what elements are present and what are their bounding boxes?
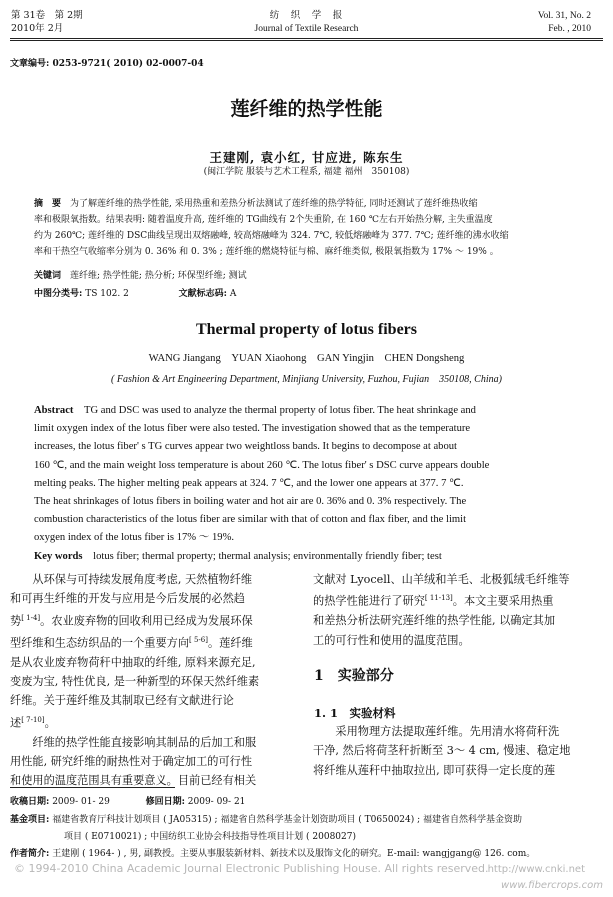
copyright-notice: © 1994-2010 China Academic Journal Electronic Publishing House. All rights reserved.: [14, 862, 489, 875]
keywords-en-label: Key words: [34, 550, 83, 562]
body-text: 。农业废弃物的回收利用已经成为发展环保: [40, 614, 253, 628]
abstract-en: [34, 402, 584, 566]
body-text: 从环保与可持续发展角度考虑, 天然植物纤维: [32, 573, 253, 586]
fund-label: 基金项目:: [10, 815, 50, 825]
header-journal-en: Journal of Textile Research: [254, 24, 359, 34]
body-text: 型纤维和生态纺织品的一个重要方向: [10, 636, 190, 650]
received-label: 收稿日期:: [10, 797, 50, 807]
clc-label: 中图分类号:: [34, 289, 83, 299]
body-text: 势: [10, 614, 22, 628]
citation: [ 7-10]: [21, 715, 45, 724]
abstract-cn-line: 约为 260℃; 莲纤维的 DSC曲线呈现出双熔融峰, 较高熔融峰为 324. 7℃, 较低熔融峰为 377. 7℃; 莲纤维的沸水收缩: [34, 231, 509, 241]
body-line: 工的可行性和使用的温度范围。: [313, 633, 470, 647]
affiliation-en: ( Fashion & Art Engineering Department, Minjiang University, Fuzhou, Fujian 350108, China): [111, 374, 502, 385]
footnote-author: [10, 846, 605, 862]
title-cn: 莲纤维的热学性能: [230, 98, 383, 120]
body-line: 干净, 然后将荷茎秆折断至 3～ 4 cm, 慢速、稳定地: [313, 744, 571, 758]
body-right-column: [313, 570, 605, 650]
header-date-cn: 2010年 2月: [11, 23, 64, 34]
body-left-column: [10, 570, 302, 790]
footnote-fund: [10, 812, 605, 828]
body-line: [10, 631, 302, 653]
body-text: 。本文主要采用热重: [452, 595, 554, 609]
header-volume-cn: 第 31卷 第 2期: [11, 10, 83, 21]
doc-code-value: A: [229, 289, 237, 299]
abstract-cn-line: 为了解莲纤维的热学性能, 采用热重和差热分析法测试了莲纤维的热学特征, 同时还测试了莲纤维热收缩: [70, 199, 478, 209]
abstract-en-line: limit oxygen index of the lotus fiber were also tested. The investigation showed that as the temperature: [34, 423, 471, 435]
abstract-en-line: TG and DSC was used to analyze the thermal property of lotus fiber. The heat shrinkage and: [84, 405, 476, 416]
body-line: 变废为宝, 特性优良, 是一种新型的环保天然纤维素: [10, 674, 260, 688]
body-line: 用性能, 研究纤维的耐热性对于确定加工的可行性: [10, 754, 253, 768]
author-bio-label: 作者简介:: [10, 849, 50, 859]
authors-en: WANG Jiangang YUAN Xiaohong GAN Yingjin CHEN Dongsheng: [148, 353, 465, 364]
body-text: 述: [10, 716, 22, 730]
body-text: 。: [44, 716, 56, 730]
fund-text-1: 福建省教育厅科技计划项目 ( JA05315) ; 福建省自然科学基金计划资助项目 ( T0650024) ; 福建省自然科学基金资助: [52, 815, 523, 825]
body-line: [10, 609, 302, 631]
keywords-en-text: lotus fiber; thermal property; thermal analysis; environmentally friendly fiber; test: [93, 550, 442, 562]
abstract-cn-line: 率和干热空气收缩率分别为 0. 36% 和 0. 3% ; 莲纤维的燃烧特征与棉、麻纤维类似, 极限氧指数为 17% ～ 19% 。: [34, 247, 499, 257]
header-date-en: Feb. , 2010: [548, 24, 591, 34]
abstract-cn-label: 摘 要: [34, 199, 62, 209]
clc-value: TS 102. 2: [85, 289, 129, 299]
watermark-url: http://www.cnki.net: [487, 864, 585, 875]
watermark-site: www.fibercrops.com: [501, 880, 603, 891]
body-line: [313, 589, 605, 611]
abstract-en-line: increases, the lotus fiber' s TG curves appear two weightloss bands. It begins to decompose at about: [34, 441, 458, 453]
keywords-cn-label: 关键词: [34, 271, 62, 281]
citation: [ 11-13]: [424, 594, 453, 603]
doc-code-label: 文献标志码:: [178, 289, 227, 299]
abstract-en-line: The heat shrinkages of lotus fibers in boiling water and hot air are 0. 36% and 0. 3% respectively. The: [34, 496, 467, 508]
abstract-cn: [34, 198, 584, 259]
header-rule-2: [10, 40, 603, 41]
body-text: 。莲纤维: [207, 636, 253, 650]
body-line: 纤维的热学性能直接影响其制品的后加工和服: [10, 735, 257, 749]
keywords-cn-text: 莲纤维; 热学性能; 热分析; 环保型纤维; 测试: [70, 271, 247, 281]
authors-cn: 王建刚, 袁小红, 甘应进, 陈东生: [209, 150, 404, 165]
body-line: 文献对 Lyocell、山羊绒和羊毛、北极狐绒毛纤维等: [313, 573, 570, 586]
body-line: 采用物理方法提取莲纤维。先用清水将荷秆洗: [313, 725, 560, 738]
body-line: 是从农业废弃物荷秆中抽取的纤维, 原料来源充足,: [10, 655, 256, 669]
body-line: 和差热分析法研究莲纤维的热学性能, 以确定其加: [313, 614, 556, 628]
fund-text-2: 项目 ( E0710021) ; 中国纺织工业协会科技指导性项目计划 ( 2008027): [64, 832, 356, 842]
abstract-en-line: 160 ℃, and the main weight loss temperature is about 260 ℃. The lotus fiber' s DSC curve appears double: [34, 459, 490, 471]
affiliation-cn: (闽江学院 服装与艺术工程系, 福建 福州 350108): [203, 167, 410, 177]
header-volume-en: Vol. 31, No. 2: [537, 11, 591, 21]
footnotes: [10, 794, 605, 862]
revised-date: 2009- 09- 21: [187, 797, 246, 807]
keywords-cn: [34, 270, 247, 283]
body-line: [10, 711, 302, 733]
body-line: 纤维。关于莲纤维及其制取已经有文献进行论: [10, 694, 234, 708]
abstract-en-label: Abstract: [34, 405, 74, 416]
abstract-en-line: oxygen index of the lotus fiber is 17% ～ 19%.: [34, 532, 235, 544]
article-number: 文章编号: 0253-9721( 2010) 02-0007-04: [10, 59, 204, 69]
author-bio-text: 王建刚 ( 1964- ) , 男, 副教授。主要从事服装新材料、新技术以及服饰文化的研究。E-mail: wangjgang@ 126. com。: [52, 849, 536, 859]
section-heading-1: 1 实验部分: [314, 668, 394, 684]
header-rule: [10, 38, 603, 39]
footnote-dates: [10, 794, 605, 810]
received-date: 2009- 01- 29: [52, 797, 110, 807]
header-journal-cn: 纺 织 学 报: [269, 10, 344, 21]
abstract-cn-line: 率和极限氧指数。结果表明: 随着温度升高, 莲纤维的 TG曲线有 2个失重阶, 在 160 ℃左右开始热分解, 主失重温度: [34, 215, 493, 225]
body-line: 和使用的温度范围具有重要意义。目前已经有相关: [10, 774, 257, 788]
abstract-en-line: combustion characteristics of the lotus fiber are similar with that of cotton and flax fiber, and the limit: [34, 514, 467, 526]
body-right-column-2: [313, 722, 605, 780]
title-en: Thermal property of lotus fibers: [195, 321, 417, 338]
citation: [ 5-6]: [189, 635, 208, 644]
body-text: 的热学性能进行了研究: [313, 595, 425, 609]
section-heading-1-1: 1. 1 实验材料: [314, 706, 396, 720]
body-line: 和可再生纤维的开发与应用是今后发展的必然趋: [10, 592, 245, 606]
footnote-rule: [10, 787, 175, 788]
body-line: 将纤维从莲秆中抽取拉出, 即可获得一定长度的莲: [313, 763, 556, 777]
revised-label: 修回日期:: [145, 797, 185, 807]
classification-cn: [34, 288, 236, 301]
body-line: [10, 570, 302, 589]
abstract-en-line: melting peaks. The higher melting peak appears at 324. 7 ℃, and the lower one appears at 377. 7 ℃.: [34, 477, 464, 489]
citation: [ 1-4]: [21, 613, 41, 622]
